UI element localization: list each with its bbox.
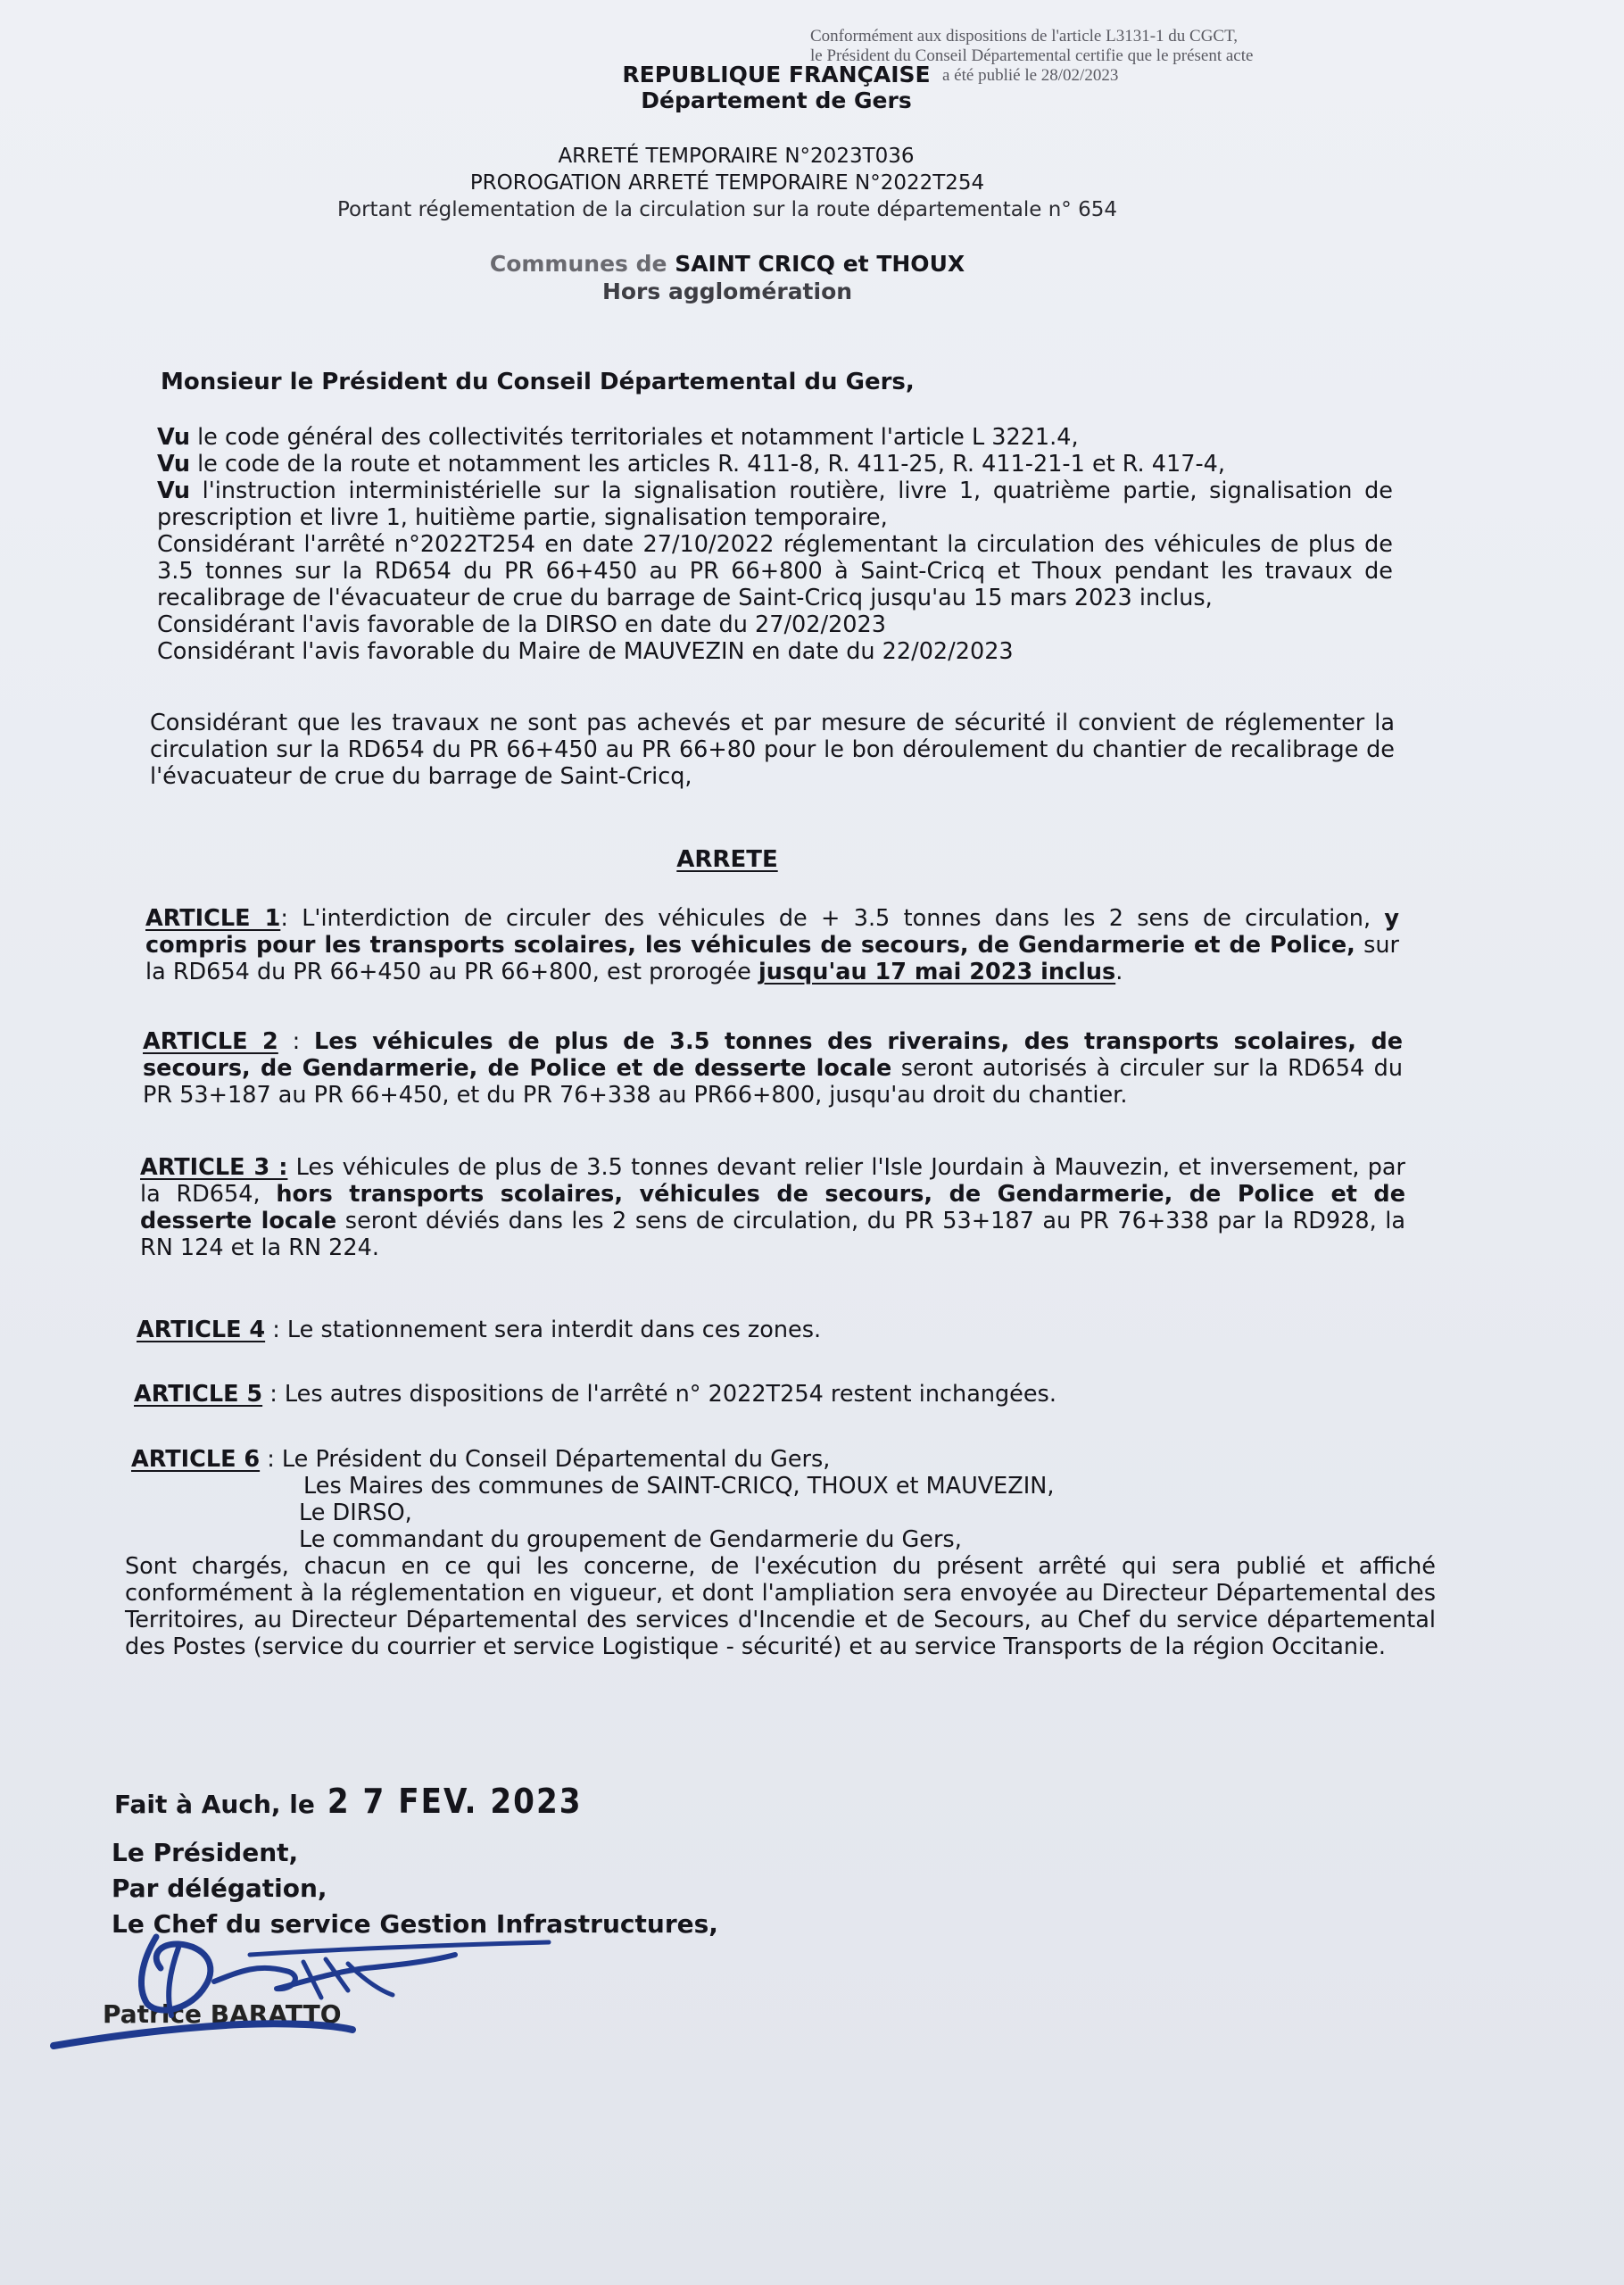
date-stamp: 2 7 FEV. 2023 [327, 1782, 583, 1821]
departement-name: Département de Gers [641, 87, 912, 113]
considerant-item: Considérant l'arrêté n°2022T254 en date 27/10/2022 réglementant la circulation des véhicules de plus de 3.5 tonnes sur la RD654 du PR 66+450 au PR 66+800 à Saint-Cricq et Thoux pendant les travaux de recalibrage de l'évacuateur de crue du barrage de Saint-Cricq jusqu'au 15 mars 2023 inclus, [157, 531, 1393, 611]
visa-item: Vu le code général des collectivités territoriales et notamment l'article L 3221.4, [157, 424, 1079, 451]
signature-stroke [54, 2023, 352, 2046]
arrete-heading: ARRETE [676, 846, 778, 873]
certification-line: a été publié le 28/02/2023 [942, 66, 1119, 85]
signatory-delegation: Par délégation, [112, 1874, 327, 1903]
article-5: ARTICLE 5 : Les autres dispositions de l'arrêté n° 2022T254 restent inchangées. [134, 1381, 1056, 1408]
communes-names: SAINT CRICQ et THOUX [675, 251, 965, 277]
visas-block [157, 424, 1393, 665]
article-2: ARTICLE 2 : Les véhicules de plus de 3.5 tonnes des riverains, des transports scolaires, de secours, de Gendarmerie, de Police et de desserte locale seront autorisés à circuler sur la RD654 du PR 53+187 au PR 66+450, et du PR 76+338 au PR66+800, jusqu'au droit du chantier. [143, 1028, 1403, 1109]
signatory-service: Le Chef du service Gestion Infrastructures, [112, 1909, 718, 1939]
execution-clause: Sont chargés, chacun en ce qui les concerne, de l'exécution du présent arrêté qui sera publié et affiché conformément à la réglementation en vigueur, et dont l'ampliation sera envoyée au Directeur Départemental des Territoires, au Directeur Départemental des services d'Incendie et de Secours, au Chef du service départemental des Postes (service du courrier et service Logistique - sécurité) et au service Transports de la région Occitanie. [125, 1553, 1436, 1660]
communes-prefix: Communes de [489, 251, 667, 277]
article-3: ARTICLE 3 : Les véhicules de plus de 3.5 tonnes devant relier l'Isle Jourdain à Mauvezin, et inversement, par la RD654, hors transports scolaires, véhicules de secours, de Gendarmerie, de Police et de desserte locale seront déviés dans les 2 sens de circulation, du PR 53+187 au PR 76+338 par la RD928, la RN 124 et la RN 224. [140, 1154, 1405, 1261]
handwritten-signature [36, 1919, 589, 2062]
republique-francaise: REPUBLIQUE FRANÇAISE [622, 62, 931, 87]
article-6: ARTICLE 6 : Le Président du Conseil Départemental du Gers, Les Maires des communes de SAINT-CRICQ, THOUX et MAUVEZIN, Le DIRSO, Le commandant du groupement de Gendarmerie du Gers, Sont chargés, chacun en ce qui les concerne, de l'exécution du présent arrêté qui sera publié et affiché conformément à la réglementation en vigueur, et dont l'ampliation sera envoyée au Directeur Départemental des Territoires, au Directeur Départemental des services d'Incendie et de Secours, au Chef du service départemental des Postes (service du courrier et service Logistique - sécurité) et au service Transports de la région Occitanie. [125, 1446, 1436, 1660]
communes-line [0, 250, 1539, 278]
place-and-date: Fait à Auch, le 2 7 FEV. 2023 [114, 1782, 583, 1821]
recipient-line: Le DIRSO, [299, 1500, 412, 1526]
considerant-item: Considérant l'avis favorable de la DIRSO en date du 27/02/2023 [157, 611, 886, 638]
zone-line: Hors agglomération [601, 278, 853, 304]
article-1: ARTICLE 1: L'interdiction de circuler des véhicules de + 3.5 tonnes dans les 2 sens de circulation, y compris pour les transports scolaires, les véhicules de secours, de Gendarmerie et de Police, sur la RD654 du PR 66+450 au PR 66+800, est prorogée jusqu'au 17 mai 2023 inclus. [145, 905, 1399, 985]
arrete-object: Portant réglementation de la circulation sur la route départementale n° 654 [336, 198, 1118, 221]
recipient-line: Les Maires des communes de SAINT-CRICQ, THOUX et MAUVEZIN, [303, 1473, 1055, 1500]
article-4: ARTICLE 4 : Le stationnement sera interdit dans ces zones. [137, 1317, 822, 1343]
signature-stroke [250, 1942, 549, 1955]
signatory-title: Le Président, [112, 1838, 299, 1867]
considerant-item: Considérant l'avis favorable du Maire de MAUVEZIN en date du 22/02/2023 [157, 638, 1014, 665]
arrete-reference: ARRETÉ TEMPORAIRE N°2023T036 [558, 145, 915, 168]
document-header [0, 62, 1624, 114]
considerant-final: Considérant que les travaux ne sont pas achevés et par mesure de sécurité il convient de réglementer la circulation sur la RD654 du PR 66+450 au PR 66+80 pour le bon déroulement du chantier de recalibrage de l'évacuateur de crue du barrage de Saint-Cricq, [150, 710, 1395, 790]
visa-item: Vu l'instruction interministérielle sur la signalisation routière, livre 1, quatrième partie, signalisation de prescription et livre 1, huitième partie, signalisation temporaire, [157, 478, 1393, 531]
certification-line: Conformément aux dispositions de l'article L3131-1 du CGCT, [810, 27, 1239, 46]
prorogation-reference: PROROGATION ARRETÉ TEMPORAIRE N°2022T254 [469, 171, 985, 195]
visa-item: Vu le code de la route et notamment les articles R. 411-8, R. 411-25, R. 411-21-1 et R. 417-4, [157, 451, 1225, 478]
signatory-name: Patrice BARATTO [103, 1999, 342, 2029]
certification-line: le Président du Conseil Départemental certifie que le présent acte [810, 46, 1254, 65]
president-title: Monsieur le Président du Conseil Départemental du Gers, [161, 369, 915, 395]
recipient-line: Le commandant du groupement de Gendarmerie du Gers, [299, 1526, 962, 1553]
